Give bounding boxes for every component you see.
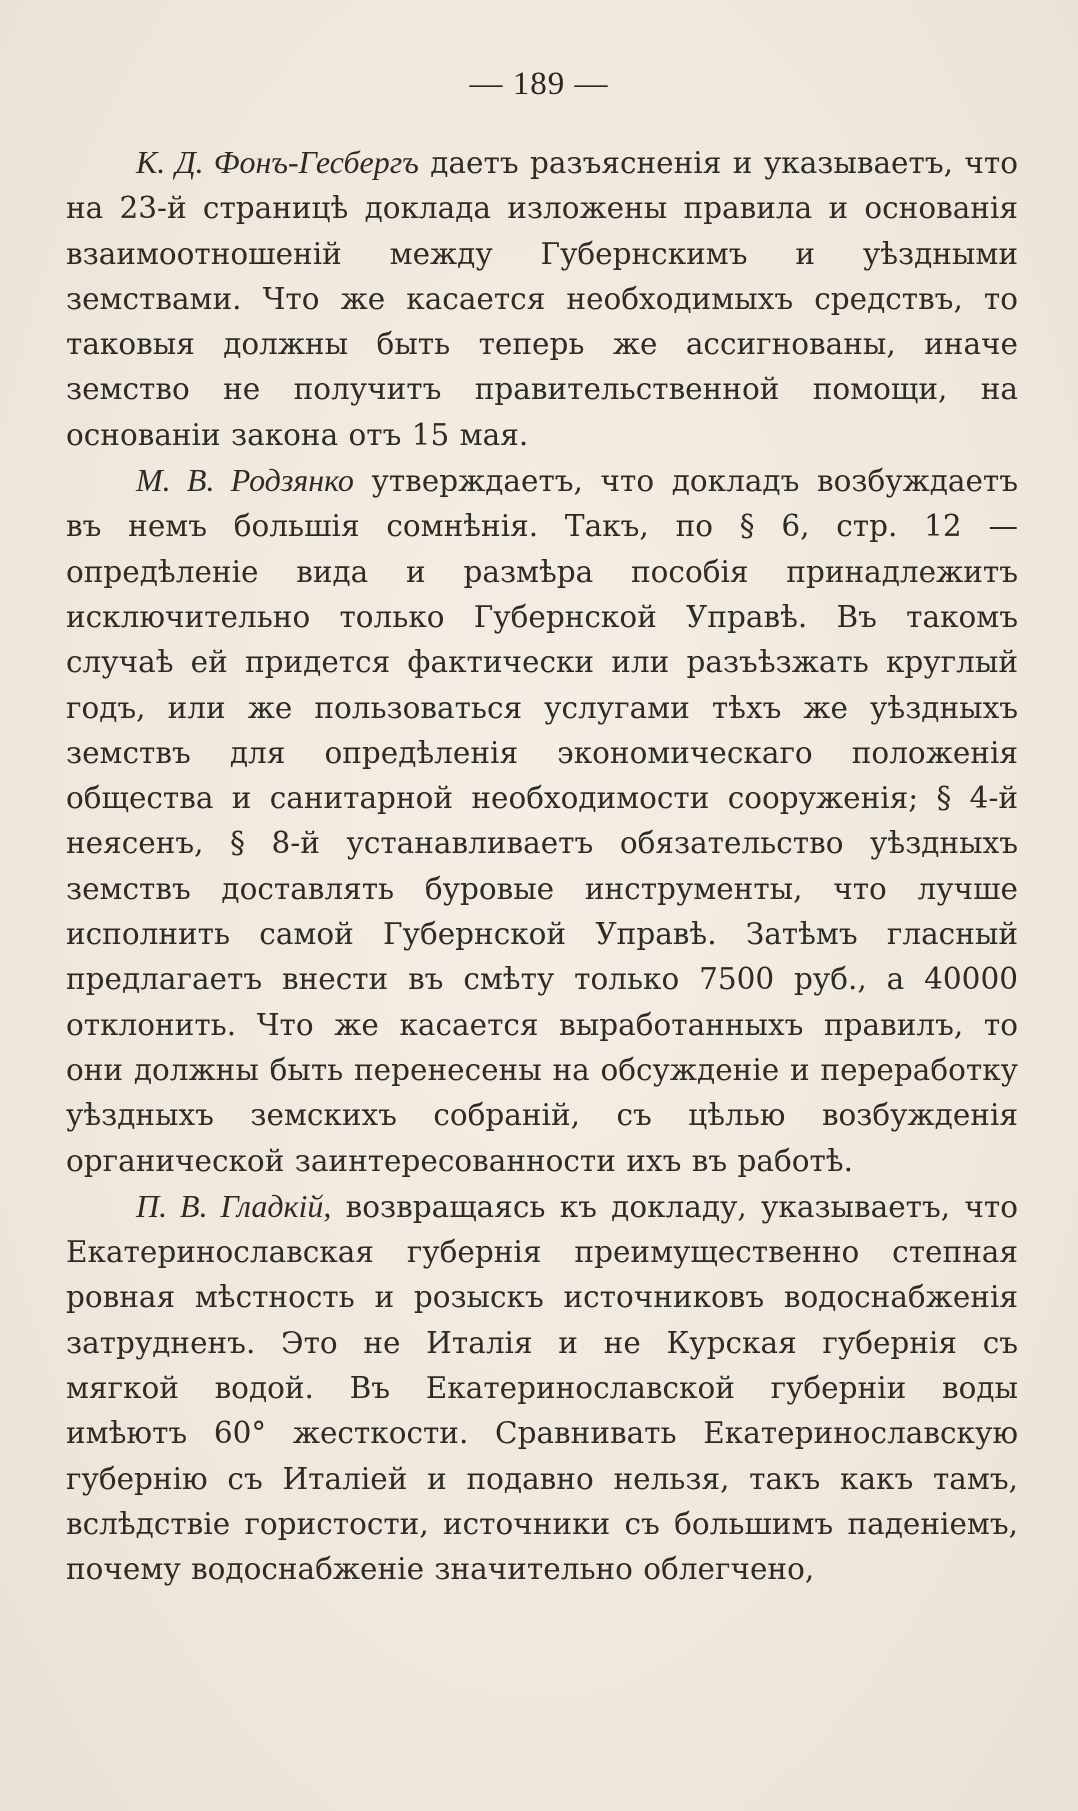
speaker-name: П. В. Гладкій, (136, 1187, 332, 1224)
paragraph-gladkiy (66, 1184, 1018, 1593)
paragraph-fon-gesberg (66, 140, 1018, 458)
body-text (66, 140, 1018, 1593)
paragraph-rodzyanko (66, 458, 1018, 1184)
paragraph-text: возвращаясь къ докладу, указываетъ, что Екатеринославская губернія преимущественно степная ровная мѣстность и розыскъ источниковъ водоснабженія затрудненъ. Это не Италія и не Курская губернія съ мягкой водой. Въ Екатеринославской губерніи воды имѣютъ 60° жесткости. Сравнивать Екатеринославскую губернію съ Италіей и подавно нельзя, такъ какъ тамъ, вслѣдствіе гористости, источники съ большимъ паденіемъ, почему водоснабженіе значительно облегчено, (66, 1189, 1018, 1587)
paragraph-text: даетъ разъясненія и указываетъ, что на 23-й страницѣ доклада изложены правила и основанія взаимоотношеній между Губернскимъ и уѣздными земствами. Что же касается необходимыхъ средствъ, то таковыя должны быть теперь же ассигнованы, иначе земство не получитъ правительственной помощи, на основаніи закона отъ 15 мая. (66, 146, 1019, 452)
page-number: — 189 — (469, 66, 609, 102)
paragraph-text: утверждаетъ, что докладъ возбуждаетъ въ немъ большія сомнѣнія. Такъ, по § 6, стр. 12 — опредѣленіе вида и размѣра пособія принадлежитъ исключительно только Губернской Управѣ. Въ такомъ случаѣ ей придется фактически или разъѣзжать круглый годъ, или же пользоваться услугами тѣхъ же уѣздныхъ земствъ для опредѣленія экономическаго положенія общества и санитарной необходимости сооруженія; § 4-й неясенъ, § 8-й устанавливаетъ обязательство уѣздныхъ земствъ доставлять буровые инструменты, что лучше исполнить самой Губернской Управѣ. Затѣмъ гласный предлагаетъ внести въ смѣту только 7500 руб., а 40000 отклонить. Что же касается выработанныхъ правилъ, то они должны быть перенесены на обсужденіе и переработку уѣздныхъ земскихъ собраній, съ цѣлью возбужденія органической заинтересованности ихъ въ работѣ. (66, 464, 1019, 1178)
speaker-name: К. Д. Фонъ-Гесбергъ (136, 144, 419, 180)
speaker-name: М. В. Родзянко (136, 462, 354, 499)
